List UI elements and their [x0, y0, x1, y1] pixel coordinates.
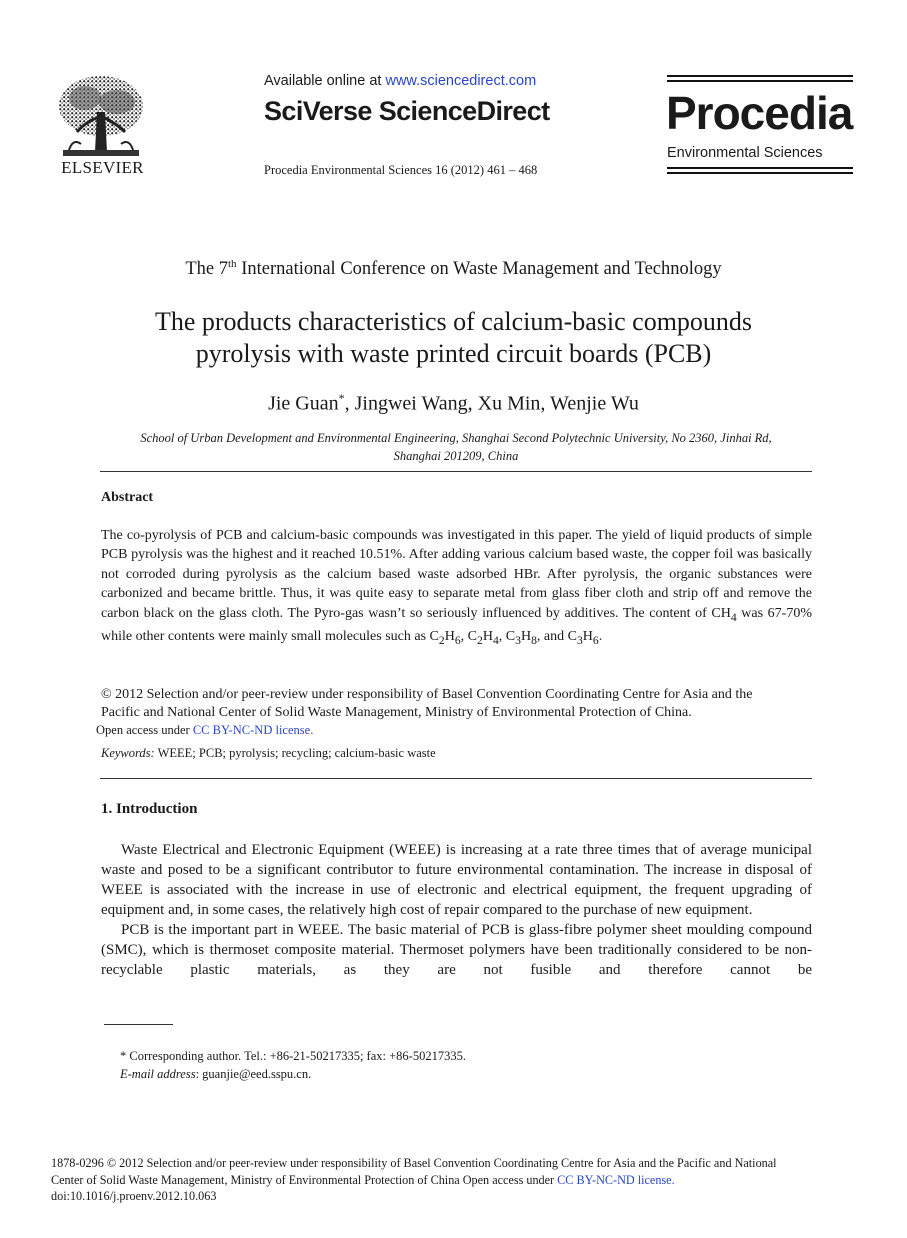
open-access-notice — [96, 723, 313, 738]
introduction-body — [101, 840, 812, 980]
copyright-notice — [101, 686, 812, 722]
page-footer — [51, 1155, 856, 1205]
footnote — [120, 1047, 466, 1083]
intro-paragraph-1: Waste Electrical and Electronic Equipment (WEEE) is increasing at a rate three times that of average municipal waste and posed to be a significant contributor to future environmental contamination. The increase in disposal of WEEE is associated with the increase in use of electronic and electrical equipment, the frequent upgrading of equipment and, in some cases, the relatively high cost of repair compared to the purchase of new equipment. — [101, 842, 812, 918]
author-first: Jie Guan — [268, 392, 339, 415]
paper-title-line-2: pyrolysis with waste printed circuit boards (PCB) — [195, 339, 712, 368]
paper-title-line-1: The products characteristics of calcium-basic compounds — [154, 307, 753, 336]
section-heading-introduction: 1. Introduction — [101, 801, 198, 817]
available-online — [264, 73, 536, 89]
copyright-line-2: Pacific and National Center of Solid Waste Management, Ministry of Environmental Protection of China. — [101, 705, 692, 720]
copyright-line-1: © 2012 Selection and/or peer-review under responsibility of Basel Convention Coordinating Centre for Asia and the — [101, 687, 753, 702]
conference-prefix: The 7 — [185, 259, 228, 280]
affiliation — [100, 429, 812, 465]
affiliation-line-2: Shanghai 201209, China — [393, 449, 519, 463]
journal-subtitle: Environmental Sciences — [667, 145, 823, 161]
footer-issn: 1878-0296 © 2012 — [51, 1156, 144, 1170]
conference-rest: International Conference on Waste Management and Technology — [236, 259, 722, 280]
publisher-name: ELSEVIER — [61, 158, 144, 177]
keywords — [101, 746, 436, 761]
procedia-top-rule-2 — [667, 80, 853, 82]
divider-bottom — [100, 778, 812, 779]
author-list — [0, 391, 907, 416]
paper-title — [0, 306, 907, 370]
available-online-label: Available online at — [264, 73, 386, 89]
divider-top — [100, 471, 812, 472]
footnote-rule — [104, 1024, 173, 1025]
author-rest: , Jingwei Wang, Xu Min, Wenjie Wu — [344, 392, 639, 415]
keywords-values: WEEE; PCB; pyrolysis; recycling; calcium-basic waste — [154, 746, 436, 760]
intro-paragraph-2: PCB is the important part in WEEE. The basic material of PCB is glass-fibre polymer sheet moulding compound (SMC), which is thermoset composite material. Thermoset polymers have been traditionally considered to be non-recyclable plastic materials, as they are not fusible and therefore cannot be — [101, 922, 812, 978]
abstract-heading: Abstract — [101, 490, 154, 505]
keywords-label: Keywords: — [101, 746, 155, 760]
footer-license-link[interactable]: CC BY-NC-ND license. — [557, 1172, 675, 1187]
open-access-label: Open access under — [96, 723, 193, 737]
footer-doi: doi:10.1016/j.proenv.2012.10.063 — [51, 1189, 217, 1203]
footer-line-1: 1878-0296 © 2012 Selection and/or peer-review under responsibility of Basel Convention Coordinating Centre for Asia and the Pacific and National — [51, 1156, 777, 1170]
journal-brand: Procedia — [666, 87, 853, 139]
procedia-top-rule-1 — [667, 75, 853, 77]
affiliation-line-1: School of Urban Development and Environmental Engineering, Shanghai Second Polytechnic University, No 2360, Jinhai Rd, — [140, 431, 772, 445]
corresponding-mark: * — [338, 391, 345, 405]
conference-name — [0, 258, 907, 280]
sciencedirect-link[interactable]: www.sciencedirect.com — [385, 73, 537, 89]
procedia-bottom-rule-1 — [667, 167, 853, 169]
platform-name: SciVerse ScienceDirect — [264, 96, 550, 126]
abstract-body: The co-pyrolysis of PCB and calcium-basic compounds was investigated in this paper. The yield of liquid products of simple PCB pyrolysis was the highest and it reached 10.51%. After adding various calcium based waste, the copper foil was basically not corroded during pyrolysis as the calcium based waste adsorbed HBr. After pyrolysis, the organic substances were carbonized and became brittle. Thus, it was quite easy to separate metal from glass fiber cloth and strip off and remove the carbon black on the glass cloth. The Pyro-gas wasn’t so seriously influenced by additives. The content of $CH_4$ was 67-70% while other contents were mainly small molecules such as $C_2H_6$, $C_2H_4$, $C_3H_8$, and $C_3H_6$. — [101, 528, 812, 647]
footer-line-2: Center of Solid Waste Management, Ministry of Environmental Protection of China Open access under CC BY-NC-ND license. — [51, 1172, 675, 1187]
footnote-email: E-mail address: guanjie@eed.sspu.cn. — [120, 1067, 312, 1081]
journal-reference: Procedia Environmental Sciences 16 (2012) 461 – 468 — [264, 163, 538, 177]
footnote-corresponding: * Corresponding author. Tel.: +86-21-50217335; fax: +86-50217335. — [120, 1049, 466, 1063]
procedia-bottom-rule-2 — [667, 172, 853, 174]
license-link[interactable]: CC BY-NC-ND license. — [192, 723, 314, 737]
conference-ordinal: th — [228, 258, 237, 270]
